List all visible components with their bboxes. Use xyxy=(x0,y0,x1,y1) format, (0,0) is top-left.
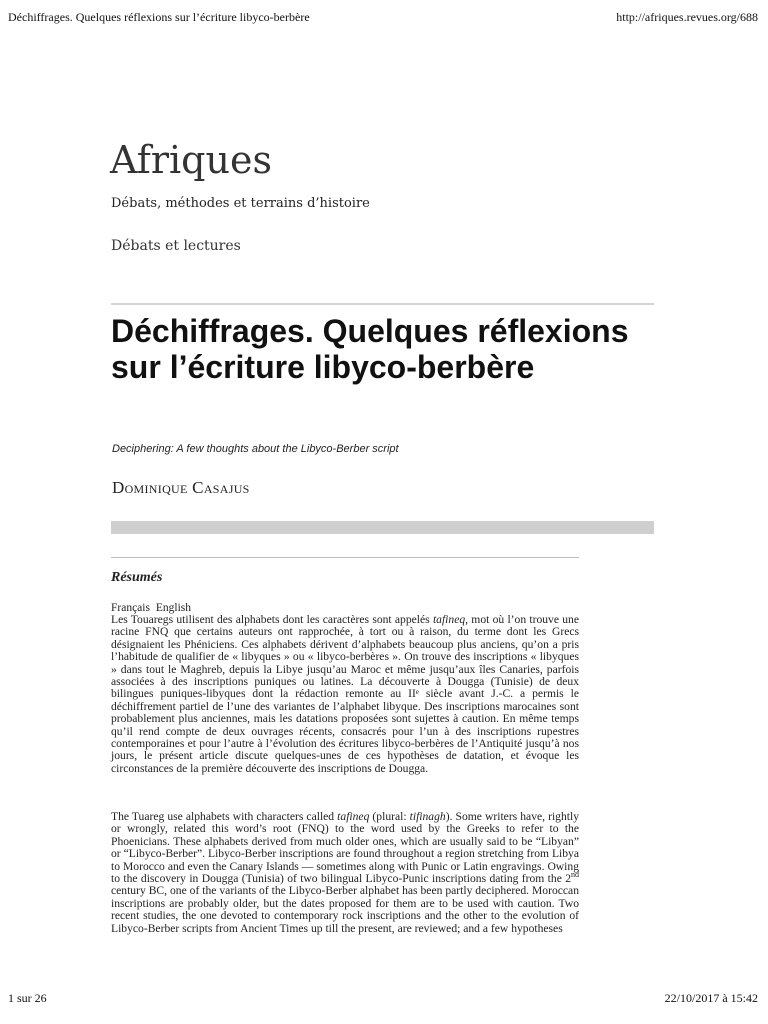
abstract-fr-text-2: , mot où l’on trouve une racine FNQ que certains auteurs ont rapprochée, à tort ou à raison, du terme dont les Grecs désignaient les Phéniciens. Ces alphabets dérivent d’alphabets beaucoup plus anciens, qu’on a pris l’habitude de qualifier de « libyques » ou « libyco-berbères ». On trouve des inscriptions « libyques » dans tout le Maghreb, depuis la Libye jusqu’au Maroc et même jusqu’aux îles Canaries, parfois associées à des inscriptions puniques ou latines. La découverte à Dougga (Tunisie) de deux bilingues puniques-libyques dont la rédaction remonte au xyxy=(111,613,579,701)
lang-link-english[interactable]: English xyxy=(155,602,191,614)
abstract-french xyxy=(111,614,579,775)
article-subtitle: Deciphering: A few thoughts about the Libyco-Berber script xyxy=(112,443,399,455)
page-counter: 1 sur 26 xyxy=(8,991,47,1005)
abstract-fr-term: tafineq xyxy=(432,613,466,626)
toolbar-bar xyxy=(111,521,654,534)
divider-abstract xyxy=(111,557,579,558)
abstract-en-text-2: (plural: xyxy=(369,810,410,823)
site-title[interactable]: Afriques xyxy=(110,138,272,182)
divider-top xyxy=(111,303,654,305)
print-footer xyxy=(8,991,758,1006)
section-link[interactable]: Débats et lectures xyxy=(111,238,241,254)
abstract-en-text-1: The Tuareg use alphabets with characters called xyxy=(111,810,338,823)
resumes-heading: Résumés xyxy=(111,570,163,585)
abstract-fr-text-3: siècle avant J.-C. a permis le déchiffrement partiel de l’une des variantes de l’alphabet libyque. Des inscriptions marocaines sont probablement plus anciennes, mais les datations proposées sont sujettes à caution. En même temps qu’il rend compte de deux ouvrages récents, consacrés pour l’un à des inscriptions rupestres contemporaines et pour l’autre à l’évolution des écritures libyco-berbères de l’Antiquité jusqu’à nos jours, le présent article discute quelques-unes de ces hypothèses de datation, et évoque les circonstances de la première découverte des inscriptions de Dougga. xyxy=(111,687,580,775)
abstract-english xyxy=(111,811,579,935)
print-header-url[interactable]: http://afriques.revues.org/688 xyxy=(616,10,758,24)
abstract-fr-century: IIᵉ xyxy=(408,687,419,701)
print-header xyxy=(8,10,758,25)
abstract-en-plural: tifinagh xyxy=(409,810,446,823)
lang-link-francais[interactable]: Français xyxy=(111,602,150,614)
article-title: Déchiffrages. Quelques réflexions sur l’écriture libyco-berbère xyxy=(111,313,629,385)
abstract-en-text-3: ). Some writers have, rightly or wrongly, related this word’s root (FNQ) to the word used by the Greeks to refer to the Phoenicians. These alphabets derived from much older ones, which are usually said to be “Libyan” or “Libyco-Berber”. Libyco-Berber inscriptions are found throughout a region stretching from Libya to Morocco and even the Canary Islands — sometimes along with Punic or Latin engravings. Owing to the discovery in Dougga (Tunisia) of two bilingual Libyco-Punic inscriptions dating from the 2 xyxy=(111,810,580,886)
print-header-title: Déchiffrages. Quelques réflexions sur l’écriture libyco-berbère xyxy=(8,10,310,24)
abstract-en-text-4: century BC, one of the variants of the Libyco-Berber alphabet has been partly deciphered. Moroccan inscriptions are probably older, but the dates proposed for them are to be used with caution. Two recent studies, the one devoted to contemporary rock inscriptions and the other to the evolution of Libyco-Berber scripts from Ancient Times up till the present, are reviewed; and a few hypotheses xyxy=(111,884,579,935)
author-name[interactable]: Dominique Casajus xyxy=(112,478,250,497)
abstract-en-ordinal: nd xyxy=(571,870,579,880)
abstract-en-term: tafineq xyxy=(337,810,370,823)
abstract-fr-text-1: Les Touaregs utilisent des alphabets dont les caractères sont appelés xyxy=(111,613,433,626)
print-datetime: 22/10/2017 à 15:42 xyxy=(664,991,758,1005)
site-subtitle: Débats, méthodes et terrains d’histoire xyxy=(111,196,370,211)
